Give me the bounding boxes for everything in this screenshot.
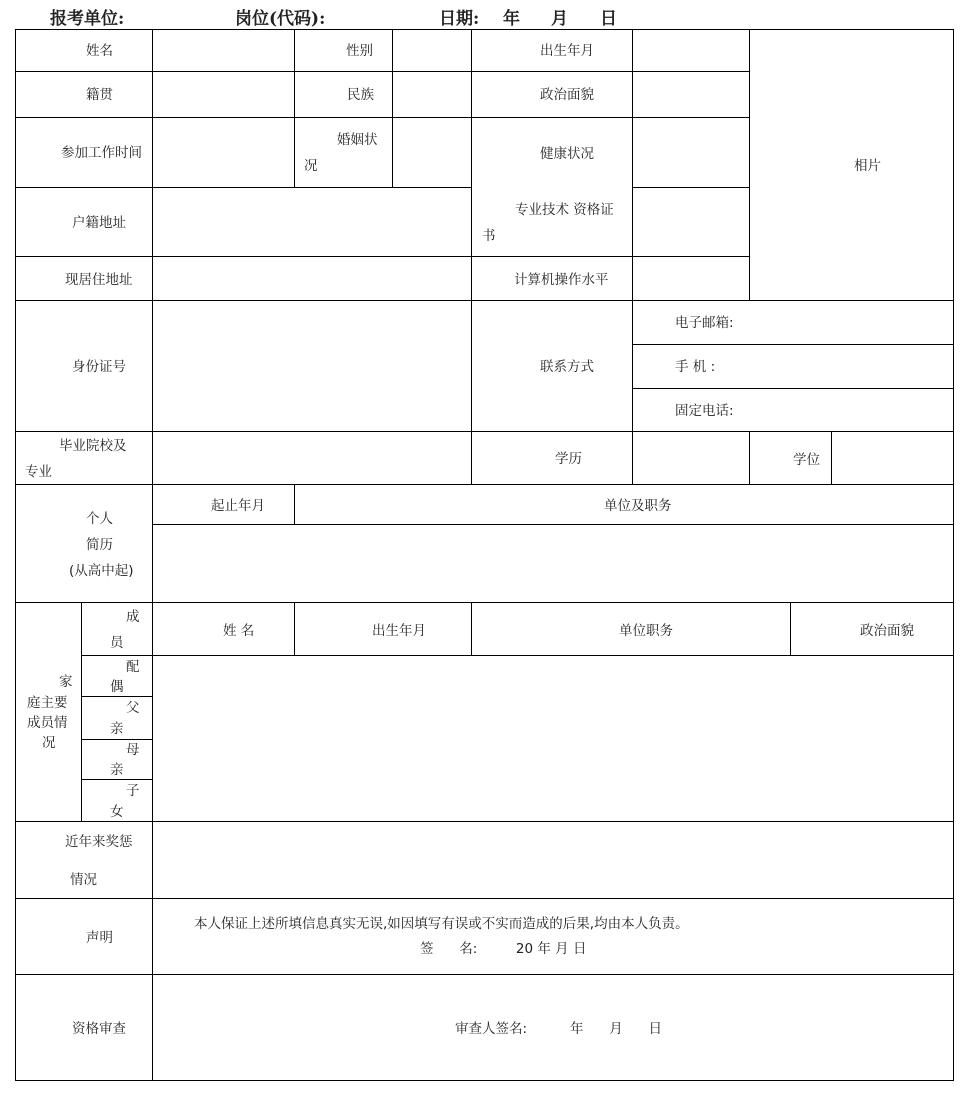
political-status-field[interactable] (633, 72, 749, 117)
family-political-header: 政治面貌 (860, 623, 914, 639)
birth-label: 出生年月 (540, 43, 594, 59)
email-label: 电子邮箱: (675, 315, 734, 331)
degree-field[interactable] (832, 432, 953, 484)
child-label-line2: 女 (110, 804, 124, 820)
date-year: 年 (503, 9, 520, 29)
name-field[interactable] (153, 30, 294, 71)
political-status-label: 政治面貌 (540, 87, 594, 103)
declaration-label: 声明 (86, 930, 113, 946)
school-label-line1: 毕业院校及 (59, 438, 127, 454)
marital-label-line2: 况 (304, 158, 318, 174)
date-label: 日期: (439, 9, 480, 29)
school-field[interactable] (153, 432, 471, 484)
review-label: 资格审查 (72, 1021, 126, 1037)
computer-level-label: 计算机操作水平 (514, 272, 609, 288)
mother-label-line1: 母 (126, 742, 140, 758)
awards-label-line1: 近年来奖惩 (65, 834, 133, 850)
awards-content[interactable] (153, 822, 953, 898)
landline-field[interactable] (745, 389, 953, 431)
cert-label-line1: 专业技术 资格证 (515, 202, 614, 218)
marital-field[interactable] (393, 118, 471, 187)
review-sign: 审查人签名: 年 月 日 (455, 1021, 662, 1037)
photo-label: 相片 (854, 158, 881, 174)
mobile-label: 手 机 : (675, 359, 716, 375)
date-day: 日 (600, 9, 617, 29)
household-address-label: 户籍地址 (72, 215, 126, 231)
resume-content[interactable] (153, 525, 953, 602)
declaration-sign: 签 名: 20 年 月 日 (420, 941, 587, 957)
member-label-line1: 成 (126, 609, 140, 625)
post-label: 岗位(代码): (235, 9, 326, 29)
id-number-field[interactable] (153, 301, 471, 431)
education-field[interactable] (633, 432, 749, 484)
mobile-field[interactable] (725, 345, 953, 388)
household-address-field[interactable] (153, 188, 471, 256)
birth-field[interactable] (633, 30, 749, 71)
cert-field[interactable] (633, 188, 749, 256)
child-label-line1: 子 (126, 783, 140, 799)
landline-label: 固定电话: (675, 403, 734, 419)
photo-box[interactable] (750, 30, 953, 300)
name-label: 姓名 (86, 43, 113, 59)
family-birth-header: 出生年月 (372, 623, 426, 639)
ethnicity-field[interactable] (393, 72, 471, 117)
cert-label-line2: 书 (482, 228, 496, 244)
contact-label: 联系方式 (540, 359, 594, 375)
family-label-line3: 成员情 (27, 715, 68, 731)
member-label-line2: 员 (110, 635, 124, 651)
native-place-field[interactable] (153, 72, 294, 117)
resume-period-header: 起止年月 (211, 498, 265, 514)
gender-field[interactable] (393, 30, 471, 71)
work-start-field[interactable] (153, 118, 294, 187)
gender-label: 性别 (346, 43, 373, 59)
email-field[interactable] (745, 301, 953, 344)
marital-label-line1: 婚姻状 (337, 132, 378, 148)
father-label-line2: 亲 (110, 721, 124, 737)
spouse-label-line1: 配 (126, 659, 140, 675)
computer-level-field[interactable] (633, 257, 749, 300)
mother-label-line2: 亲 (110, 762, 124, 778)
id-number-label: 身份证号 (72, 359, 126, 375)
resume-label-line2: 简历 (86, 537, 113, 553)
health-label: 健康状况 (540, 146, 594, 162)
declaration-text: 本人保证上述所填信息真实无误,如因填写有误或不实而造成的后果,均由本人负责。 (194, 916, 689, 932)
unit-label: 报考单位: (50, 9, 125, 29)
school-label-line2: 专业 (25, 464, 52, 480)
family-name-header: 姓 名 (223, 623, 255, 639)
health-field[interactable] (633, 118, 749, 187)
current-address-field[interactable] (153, 257, 471, 300)
resume-unit-header: 单位及职务 (604, 498, 672, 514)
family-label-line4: 况 (42, 735, 56, 751)
family-label-line2: 庭主要 (27, 695, 68, 711)
ethnicity-label: 民族 (347, 87, 374, 103)
education-label: 学历 (555, 451, 582, 467)
current-address-label: 现居住地址 (65, 272, 133, 288)
awards-label-line2: 情况 (70, 872, 97, 888)
family-label-line1: 家 (59, 674, 73, 690)
resume-label-line3: (从高中起) (69, 563, 134, 579)
resume-label-line1: 个人 (86, 511, 113, 527)
father-label-line1: 父 (126, 700, 140, 716)
family-unit-header: 单位职务 (619, 623, 673, 639)
spouse-label-line2: 偶 (110, 679, 124, 695)
native-place-label: 籍贯 (86, 87, 113, 103)
work-start-label: 参加工作时间 (61, 145, 142, 161)
degree-label: 学位 (793, 452, 820, 468)
family-content[interactable] (153, 656, 953, 821)
date-month: 月 (551, 9, 568, 29)
